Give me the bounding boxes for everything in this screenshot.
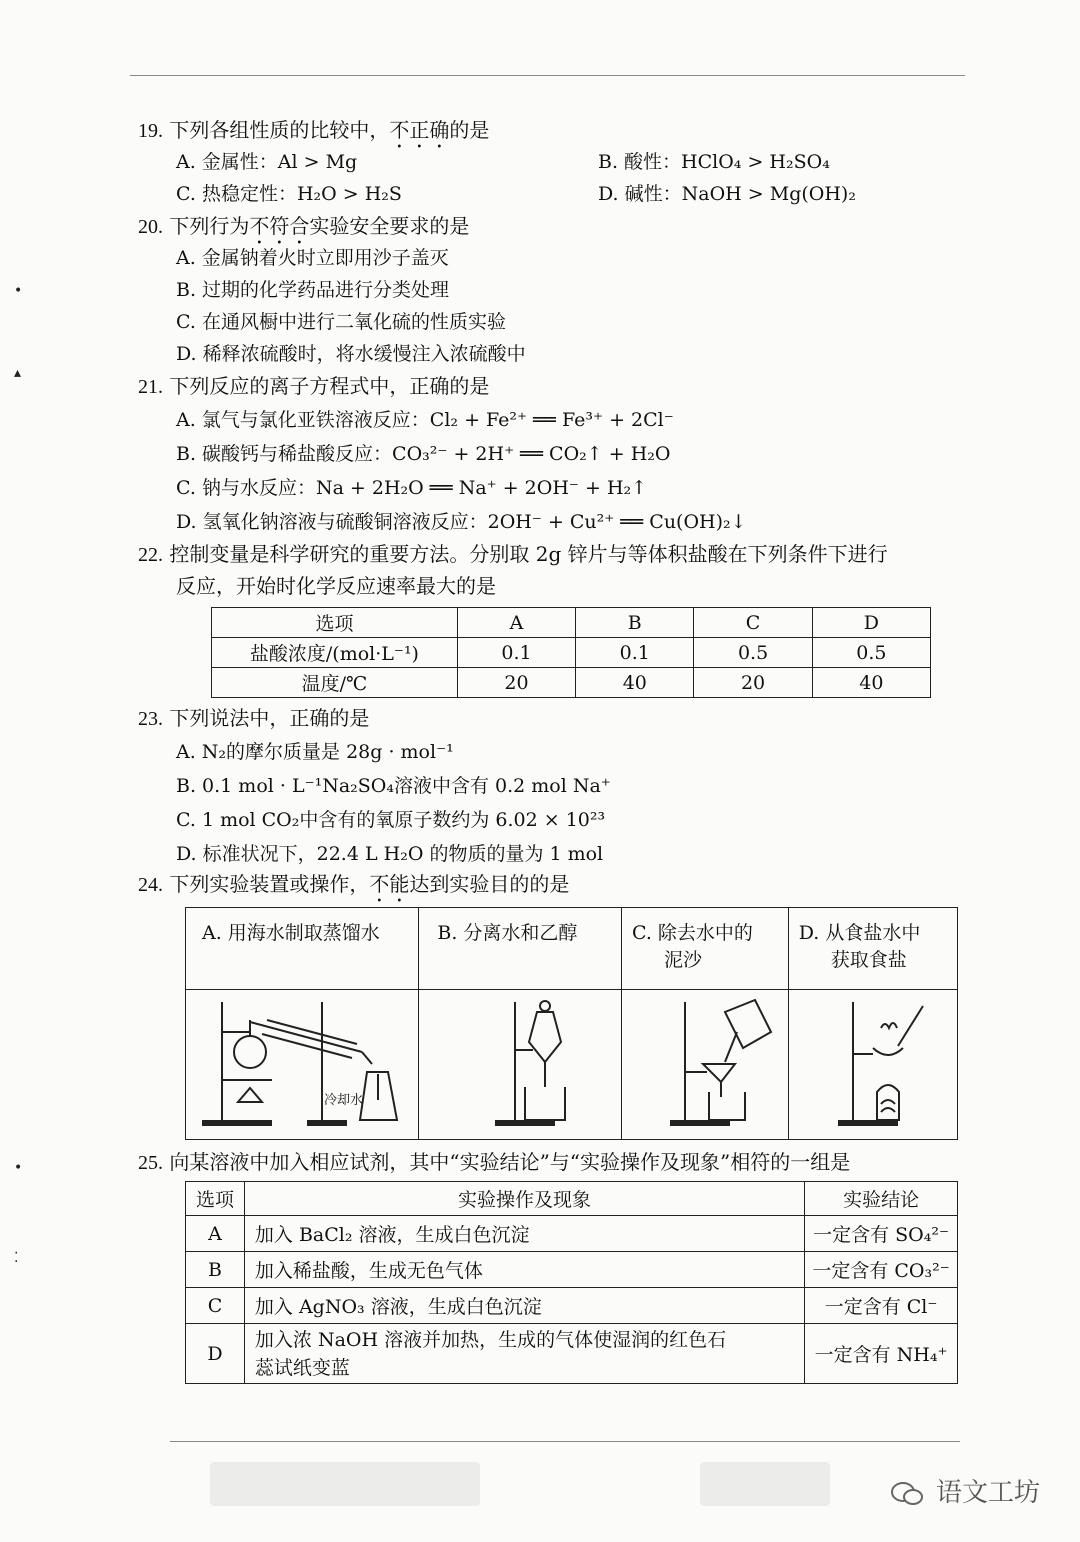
margin-mark: • (14, 283, 23, 299)
q22-header-option: 选项 (212, 608, 458, 638)
q24-apparatus-b (419, 990, 622, 1140)
q25-row-d-conclusion: 一定含有 NH₄⁺ (805, 1324, 958, 1384)
q23-option-a: A. N₂的摩尔质量是 28g · mol⁻¹ (176, 741, 454, 763)
q24-header-a: A. 用海水制取蒸馏水 (186, 908, 419, 990)
q22-cell: 20 (694, 668, 812, 698)
bleed-through-text (700, 1462, 830, 1506)
q25-header-operation: 实验操作及现象 (244, 1182, 804, 1216)
q25-row-d-operation: 加入浓 NaOH 溶液并加热，生成的气体使湿润的红色石 蕊试纸变蓝 (244, 1324, 804, 1384)
q25-row-a-conclusion: 一定含有 SO₄²⁻ (805, 1216, 958, 1252)
q22-cell: 0.5 (812, 638, 930, 668)
q22-stem-line2: 反应，开始时化学反应速率最大的是 (176, 574, 496, 598)
watermark-text: 语文工坊 (935, 1478, 1040, 1508)
q20-option-d: D. 稀释浓硫酸时，将水缓慢注入浓硫酸中 (176, 343, 526, 365)
q25-row-d-option: D (186, 1324, 245, 1384)
q25-header-option: 选项 (186, 1182, 245, 1216)
q22-table (211, 607, 931, 698)
q23-option-b: B. 0.1 mol · L⁻¹Na₂SO₄溶液中含有 0.2 mol Na⁺ (176, 775, 611, 797)
q22-row-concentration-label: 盐酸浓度/(mol·L⁻¹) (212, 638, 458, 668)
q25-table (185, 1181, 958, 1384)
cooling-water-label: 冷却水 (324, 1093, 364, 1108)
q24-apparatus-d (788, 990, 957, 1140)
bleed-through-text (210, 1462, 480, 1506)
q22-cell: 0.1 (457, 638, 575, 668)
q24-stem: 24. 下列实验装置或操作，不能达到实验目的的是 (138, 872, 570, 896)
q19-option-b: B. 酸性：HClO₄ > H₂SO₄ (598, 151, 830, 173)
distillation-apparatus-icon (192, 992, 412, 1132)
top-rule (130, 75, 965, 76)
q22-cell: 0.5 (694, 638, 812, 668)
margin-mark: • (14, 1160, 23, 1176)
q22-header-b: B (576, 608, 694, 638)
q19-stem: 19. 下列各组性质的比较中，不正确的是 (138, 118, 490, 142)
q25-row-c-conclusion: 一定含有 Cl⁻ (805, 1288, 958, 1324)
bottom-rule (170, 1441, 960, 1442)
q21-option-b: B. 碳酸钙与稀盐酸反应：CO₃²⁻ + 2H⁺ ══ CO₂↑ + H₂O (176, 443, 671, 465)
q21-option-d: D. 氢氧化钠溶液与硫酸铜溶液反应：2OH⁻ + Cu²⁺ ══ Cu(OH)₂↓ (176, 511, 747, 533)
q20-stem: 20. 下列行为不符合实验安全要求的是 (138, 214, 470, 238)
q22-cell: 40 (812, 668, 930, 698)
q22-row-temperature-label: 温度/℃ (212, 668, 458, 698)
margin-mark: ▴ (14, 365, 22, 381)
q24-apparatus-c (621, 990, 788, 1140)
q24-header-c: C. 除去水中的 泥沙 (621, 908, 788, 990)
q19-option-a: A. 金属性：Al > Mg (176, 151, 358, 173)
q20-option-b: B. 过期的化学药品进行分类处理 (176, 279, 450, 301)
evaporation-apparatus-icon (793, 992, 953, 1132)
q25-row-b-operation: 加入稀盐酸，生成无色气体 (244, 1252, 804, 1288)
q24-table (185, 907, 958, 1140)
margin-mark: ⁚ (14, 1250, 19, 1266)
q25-row-c-operation: 加入 AgNO₃ 溶液，生成白色沉淀 (244, 1288, 804, 1324)
q19-option-c: C. 热稳定性：H₂O > H₂S (176, 183, 402, 205)
q22-cell: 0.1 (576, 638, 694, 668)
q21-option-a: A. 氯气与氯化亚铁溶液反应：Cl₂ + Fe²⁺ ══ Fe³⁺ + 2Cl⁻ (176, 409, 674, 431)
q25-row-a-operation: 加入 BaCl₂ 溶液，生成白色沉淀 (244, 1216, 804, 1252)
q22-header-a: A (457, 608, 575, 638)
q22-cell: 20 (457, 668, 575, 698)
q22-cell: 40 (576, 668, 694, 698)
q25-row-b-option: B (186, 1252, 245, 1288)
q22-stem: 22. 控制变量是科学研究的重要方法。分别取 2g 锌片与等体积盐酸在下列条件下进行 (138, 542, 888, 566)
watermark (890, 1472, 1040, 1509)
q22-header-d: D (812, 608, 930, 638)
q25-header-conclusion: 实验结论 (805, 1182, 958, 1216)
q25-row-a-option: A (186, 1216, 245, 1252)
wechat-icon (890, 1481, 924, 1507)
q20-option-a: A. 金属钠着火时立即用沙子盖灭 (176, 247, 449, 269)
q23-option-c: C. 1 mol CO₂中含有的氧原子数约为 6.02 × 10²³ (176, 809, 606, 831)
q20-option-c: C. 在通风橱中进行二氧化硫的性质实验 (176, 311, 506, 333)
q22-header-c: C (694, 608, 812, 638)
q25-row-c-option: C (186, 1288, 245, 1324)
q24-header-b: B. 分离水和乙醇 (419, 908, 622, 990)
q21-stem: 21. 下列反应的离子方程式中，正确的是 (138, 374, 490, 398)
separatory-funnel-icon (425, 992, 615, 1132)
q24-apparatus-a (186, 990, 419, 1140)
q24-header-d: D. 从食盐水中 获取食盐 (788, 908, 957, 990)
q23-option-d: D. 标准状况下，22.4 L H₂O 的物质的量为 1 mol (176, 843, 604, 865)
q25-stem: 25. 向某溶液中加入相应试剂，其中“实验结论”与“实验操作及现象”相符的一组是 (138, 1150, 851, 1174)
q21-option-c: C. 钠与水反应：Na + 2H₂O ══ Na⁺ + 2OH⁻ + H₂↑ (176, 477, 648, 499)
q25-row-b-conclusion: 一定含有 CO₃²⁻ (805, 1252, 958, 1288)
q19-option-d: D. 碱性：NaOH > Mg(OH)₂ (598, 183, 856, 205)
q23-stem: 23. 下列说法中，正确的是 (138, 706, 370, 730)
filtration-apparatus-icon (625, 992, 785, 1132)
